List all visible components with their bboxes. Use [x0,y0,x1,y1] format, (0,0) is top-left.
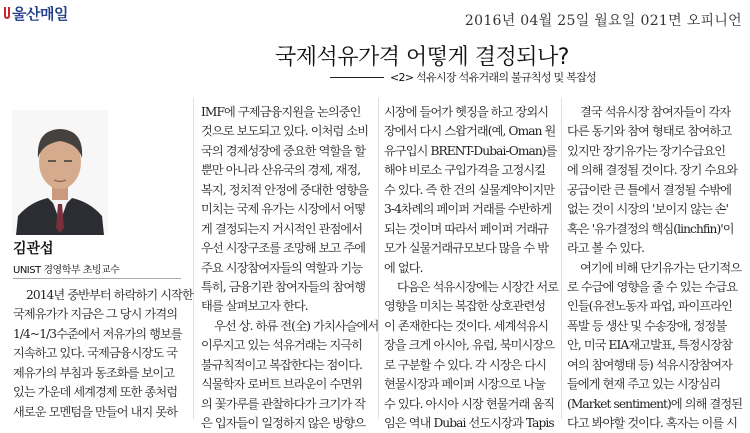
text-line: 제유가의 부침과 동조화를 보이고 [13,365,175,380]
text-line: 로 구분할 수 있다. 각 시장은 다시 [384,357,547,372]
text-line: 다른 동기와 참여 형태로 참여하고 [567,124,732,139]
text-line: 에 의해 결정될 것이다. 장기 수요와 [567,163,738,178]
text-line: 임은 역내 Dubai 선도시장과 Tapis [384,416,554,430]
text-line: 국제유가가 지금은 그 당시 가격의 [13,307,178,322]
text-line: 수 있다. 즉 한 건의 실물계약이지만 [384,182,555,197]
article-column-3 [384,103,560,433]
publication-info: 2016년 04월 25일 월요일 021면 오피니언 [464,13,742,29]
text-line: 폭발 등 생산 및 수송장애, 정정불 [567,318,727,333]
text-line: 로 수급에 영향을 줄 수 있는 수급요 [567,279,738,294]
text-line: 다음은 석유시장에는 시장간 서로 [397,279,559,294]
text-line: 우선 시장구조를 조망해 보고 주에 [201,241,366,256]
text-line: 다고 봐야할 것이다. 혹자는 이를 시 [567,416,738,430]
text-line: 장에서 다시 스왑거래(예, Oman 원 [384,124,556,139]
article-column-1 [13,286,193,422]
byline-divider [13,278,181,279]
author-name: 김관섭 [13,241,54,257]
text-line: 해야 비로소 구입가격을 고정시킬 [384,163,546,178]
text-line: 라고 볼 수 있다. [567,241,645,256]
text-line: 것으로 보도되고 있다. 이처럼 소비 [201,124,369,139]
text-line: 수 있다. 아시아 시장 현물거래 움직 [384,396,555,411]
text-line: 태를 살펴보고자 한다. [201,299,308,314]
author-title: UNIST 경영학부 초빙교수 [13,265,120,276]
article-column-2 [201,103,379,433]
author-byline [13,238,119,276]
text-line: 되는 것이며 따라서 페이퍼 거래규 [384,221,549,236]
text-line: 공급이란 큰 틀에서 결정될 수밖에 [567,182,732,197]
text-line: 장을 크게 아시아, 유럽, 북미시장으 [384,338,555,353]
text-line: (Market sentiment)에 의해 결정된 [567,396,743,411]
text-line: 유구입시 BRENT-Dubai-Oman)를 [384,143,557,158]
text-line: 안, 미국 EIA재고발표, 특정시장참 [567,338,733,353]
article-subheading: <2> 석유시장 석유거래의 불규칙성 및 복잡성 [390,71,597,84]
text-line: 은 입자들이 일정하지 않은 방향으 [201,416,366,430]
text-line: 결국 석유시장 참여자들이 각자 [580,105,731,119]
column-divider [378,98,379,419]
text-line: 국의 경제성장에 중요한 역할을 할 [201,143,366,158]
text-line: 3-4차례의 페이퍼 거래를 수반하게 [384,202,552,217]
text-line: 있지만 장기유가는 장기수급요인 [567,143,726,158]
text-line: 이루지고 있는 석유거래는 지극히 [201,338,363,353]
text-line: 현물시장과 페이퍼 시장으로 나눌 [384,377,546,392]
text-line: 새로운 모멘텀을 만들어 내지 못하 [13,404,178,419]
author-photo [12,110,108,235]
column-divider [561,98,562,419]
text-line: 이 존재한다는 것이다. 세계석유시 [384,318,549,333]
text-line: 여의 참여행태 등) 석유시장참여자 [567,357,733,372]
logo-u-icon [4,6,11,20]
text-line: 1/4~1/3수준에서 저유가의 행보를 [13,326,182,341]
text-line: 시장에 들어가 헷징을 하고 장외시 [384,105,549,119]
subheading-row [330,68,690,86]
text-line: IMF에 구제금융지원을 논의중인 [201,105,361,119]
text-line: 미치는 국제 유가는 시장에서 어떻 [201,202,366,217]
text-line: 여기에 비해 단기유가는 단기적으 [580,260,742,275]
subheading-rule [330,77,384,78]
text-line: 뿐만 아니라 산유국의 경제, 재정, [201,163,361,178]
text-line: 모가 실물거래규모보다 많을 수 밖 [384,241,549,256]
column-divider [193,98,194,419]
text-line: 들에게 현재 주고 있는 시장심리 [567,377,721,392]
logo-text: 울산매일 [12,4,68,23]
text-line: 2014년 중반부터 하락하기 시작한 [26,288,193,302]
text-line: 우선 상. 하류 전(全) 가치사슬에서 [214,318,379,333]
text-line: 주요 시장참여자들의 역할과 기능 [201,260,363,275]
text-line: 특히, 금융기관 참여자들의 참여행 [201,279,366,294]
newspaper-logo[interactable] [4,4,68,22]
text-line: 인들(유전노동자 파업, 파이프라인 [567,299,733,314]
article-column-4 [567,103,745,433]
text-line: 복지, 정치적 안정에 중대한 영향을 [201,182,369,197]
author-portrait-image [12,110,108,235]
text-line: 식물학자 로버트 브라운이 수면위 [201,377,363,392]
text-line: 영향을 미치는 복잡한 상호관련성 [384,299,546,314]
text-line: 불규칙적이고 복잡한다는 점이다. [201,357,363,372]
text-line: 지속하고 있다. 국제금융시장도 국 [13,346,178,361]
text-line: 의 꽃가루를 관찰하다가 크기가 작 [201,396,366,411]
text-line: 있는 가운데 세계경제 또한 종처럼 [13,385,178,400]
text-line: 없는 것이 시장의 '보이지 않는 손' [567,202,729,217]
text-line: 혹은 '유가결정의 핵심(linchfin)'이 [567,221,734,236]
text-line: 에 없다. [384,260,423,275]
article-headline: 국제석유가격 어떻게 결정되나? [275,45,569,70]
text-line: 게 결정되는지 거시적인 관점에서 [201,221,363,236]
